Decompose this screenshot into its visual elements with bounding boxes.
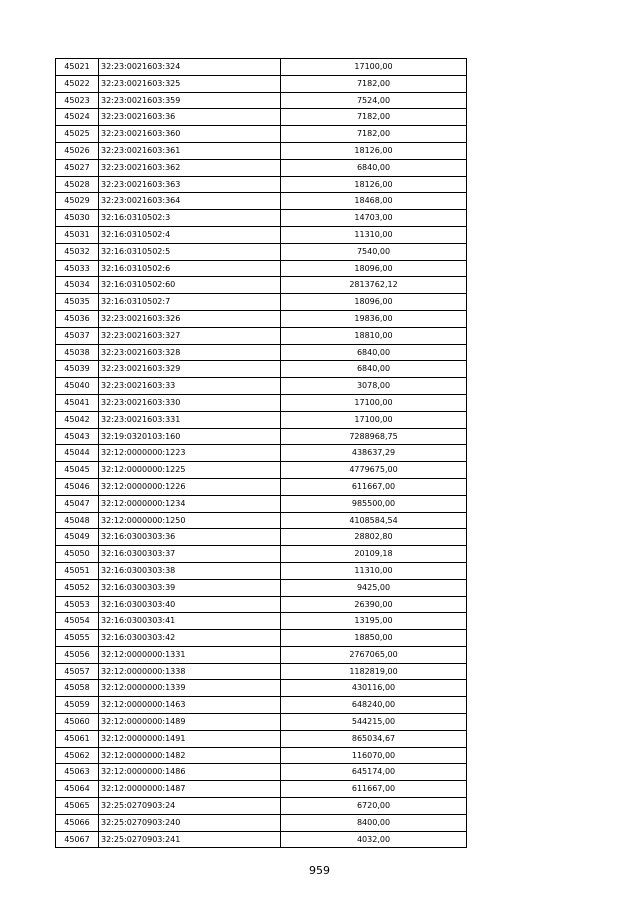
cadastral-value-cell: 18096,00 xyxy=(281,260,467,277)
row-number-cell: 45047 xyxy=(56,495,99,512)
table-row xyxy=(56,680,467,697)
table-row xyxy=(56,512,467,529)
cadastral-number-cell: 32:12:0000000:1226 xyxy=(99,478,281,495)
cadastral-value-cell: 7182,00 xyxy=(281,109,467,126)
table-row xyxy=(56,59,467,76)
table-row xyxy=(56,831,467,848)
cadastral-value-cell: 2813762,12 xyxy=(281,277,467,294)
table-row xyxy=(56,394,467,411)
row-number-cell: 45058 xyxy=(56,680,99,697)
cadastral-number-cell: 32:23:0021603:362 xyxy=(99,159,281,176)
table-body xyxy=(56,59,467,848)
row-number-cell: 45034 xyxy=(56,277,99,294)
cadastral-value-cell: 18126,00 xyxy=(281,142,467,159)
row-number-cell: 45065 xyxy=(56,798,99,815)
table-row xyxy=(56,781,467,798)
row-number-cell: 45043 xyxy=(56,428,99,445)
row-number-cell: 45023 xyxy=(56,92,99,109)
cadastral-number-cell: 32:23:0021603:327 xyxy=(99,327,281,344)
table-row xyxy=(56,529,467,546)
row-number-cell: 45027 xyxy=(56,159,99,176)
cadastral-number-cell: 32:12:0000000:1482 xyxy=(99,747,281,764)
cadastral-number-cell: 32:12:0000000:1250 xyxy=(99,512,281,529)
row-number-cell: 45064 xyxy=(56,781,99,798)
cadastral-number-cell: 32:23:0021603:326 xyxy=(99,310,281,327)
cadastral-number-cell: 32:23:0021603:33 xyxy=(99,378,281,395)
table-row xyxy=(56,126,467,143)
table-row xyxy=(56,714,467,731)
table-row xyxy=(56,176,467,193)
cadastral-number-cell: 32:12:0000000:1491 xyxy=(99,730,281,747)
cadastral-number-cell: 32:12:0000000:1486 xyxy=(99,764,281,781)
table-row xyxy=(56,361,467,378)
table-row xyxy=(56,411,467,428)
row-number-cell: 45028 xyxy=(56,176,99,193)
cadastral-value-cell: 19836,00 xyxy=(281,310,467,327)
table-row xyxy=(56,210,467,227)
table-row xyxy=(56,260,467,277)
cadastral-number-cell: 32:16:0310502:4 xyxy=(99,226,281,243)
row-number-cell: 45046 xyxy=(56,478,99,495)
cadastral-value-cell: 7288968,75 xyxy=(281,428,467,445)
cadastral-number-cell: 32:23:0021603:331 xyxy=(99,411,281,428)
cadastral-value-cell: 7182,00 xyxy=(281,75,467,92)
table-row xyxy=(56,764,467,781)
cadastral-number-cell: 32:16:0300303:42 xyxy=(99,630,281,647)
row-number-cell: 45059 xyxy=(56,697,99,714)
cadastral-number-cell: 32:12:0000000:1463 xyxy=(99,697,281,714)
cadastral-number-cell: 32:12:0000000:1489 xyxy=(99,714,281,731)
cadastral-value-cell: 2767065,00 xyxy=(281,646,467,663)
table-row xyxy=(56,747,467,764)
cadastral-value-cell: 116070,00 xyxy=(281,747,467,764)
row-number-cell: 45038 xyxy=(56,344,99,361)
row-number-cell: 45021 xyxy=(56,59,99,76)
cadastral-number-cell: 32:23:0021603:328 xyxy=(99,344,281,361)
table-row xyxy=(56,495,467,512)
cadastral-value-cell: 1182819,00 xyxy=(281,663,467,680)
cadastral-number-cell: 32:16:0300303:40 xyxy=(99,596,281,613)
cadastral-value-cell: 6840,00 xyxy=(281,159,467,176)
table-row xyxy=(56,344,467,361)
cadastral-value-cell: 648240,00 xyxy=(281,697,467,714)
table-row xyxy=(56,613,467,630)
row-number-cell: 45048 xyxy=(56,512,99,529)
cadastral-value-cell: 865034,67 xyxy=(281,730,467,747)
cadastral-value-cell: 17100,00 xyxy=(281,411,467,428)
cadastral-number-cell: 32:25:0270903:241 xyxy=(99,831,281,848)
row-number-cell: 45063 xyxy=(56,764,99,781)
row-number-cell: 45030 xyxy=(56,210,99,227)
row-number-cell: 45067 xyxy=(56,831,99,848)
cadastral-number-cell: 32:16:0310502:5 xyxy=(99,243,281,260)
row-number-cell: 45045 xyxy=(56,462,99,479)
table-row xyxy=(56,142,467,159)
cadastral-number-cell: 32:23:0021603:360 xyxy=(99,126,281,143)
cadastral-number-cell: 32:23:0021603:324 xyxy=(99,59,281,76)
cadastral-number-cell: 32:16:0310502:60 xyxy=(99,277,281,294)
cadastral-number-cell: 32:12:0000000:1223 xyxy=(99,445,281,462)
row-number-cell: 45040 xyxy=(56,378,99,395)
row-number-cell: 45039 xyxy=(56,361,99,378)
cadastral-value-cell: 7182,00 xyxy=(281,126,467,143)
row-number-cell: 45029 xyxy=(56,193,99,210)
cadastral-number-cell: 32:12:0000000:1225 xyxy=(99,462,281,479)
table-row xyxy=(56,428,467,445)
table-row xyxy=(56,226,467,243)
cadastral-number-cell: 32:16:0300303:38 xyxy=(99,562,281,579)
cadastral-value-cell: 26390,00 xyxy=(281,596,467,613)
table-row xyxy=(56,478,467,495)
cadastral-value-cell: 17100,00 xyxy=(281,59,467,76)
cadastral-value-cell: 3078,00 xyxy=(281,378,467,395)
row-number-cell: 45033 xyxy=(56,260,99,277)
table-row xyxy=(56,730,467,747)
table-row xyxy=(56,546,467,563)
table-row xyxy=(56,562,467,579)
cadastral-number-cell: 32:16:0310502:3 xyxy=(99,210,281,227)
cadastral-value-cell: 985500,00 xyxy=(281,495,467,512)
cadastral-value-cell: 611667,00 xyxy=(281,781,467,798)
cadastral-number-cell: 32:16:0300303:36 xyxy=(99,529,281,546)
table-row xyxy=(56,697,467,714)
cadastral-number-cell: 32:12:0000000:1339 xyxy=(99,680,281,697)
cadastral-value-cell: 430116,00 xyxy=(281,680,467,697)
cadastral-value-cell: 438637,29 xyxy=(281,445,467,462)
cadastral-value-cell: 18810,00 xyxy=(281,327,467,344)
cadastral-value-cell: 4032,00 xyxy=(281,831,467,848)
table-row xyxy=(56,798,467,815)
cadastral-number-cell: 32:16:0310502:7 xyxy=(99,294,281,311)
table-row xyxy=(56,630,467,647)
cadastral-value-cell: 18468,00 xyxy=(281,193,467,210)
cadastral-value-cell: 6840,00 xyxy=(281,344,467,361)
cadastral-number-cell: 32:16:0300303:37 xyxy=(99,546,281,563)
table-row xyxy=(56,462,467,479)
table-row xyxy=(56,159,467,176)
cadastral-value-cell: 18126,00 xyxy=(281,176,467,193)
table-row xyxy=(56,596,467,613)
table-row xyxy=(56,445,467,462)
row-number-cell: 45032 xyxy=(56,243,99,260)
cadastral-number-cell: 32:23:0021603:363 xyxy=(99,176,281,193)
cadastral-value-cell: 611667,00 xyxy=(281,478,467,495)
cadastral-number-cell: 32:23:0021603:361 xyxy=(99,142,281,159)
table-row xyxy=(56,814,467,831)
row-number-cell: 45057 xyxy=(56,663,99,680)
row-number-cell: 45060 xyxy=(56,714,99,731)
row-number-cell: 45042 xyxy=(56,411,99,428)
page-number: 959 xyxy=(309,864,330,877)
cadastral-value-cell: 6840,00 xyxy=(281,361,467,378)
cadastral-number-cell: 32:23:0021603:329 xyxy=(99,361,281,378)
row-number-cell: 45053 xyxy=(56,596,99,613)
row-number-cell: 45049 xyxy=(56,529,99,546)
row-number-cell: 45061 xyxy=(56,730,99,747)
cadastral-number-cell: 32:25:0270903:240 xyxy=(99,814,281,831)
cadastral-number-cell: 32:23:0021603:36 xyxy=(99,109,281,126)
table-row xyxy=(56,327,467,344)
table-row xyxy=(56,310,467,327)
table-row xyxy=(56,92,467,109)
cadastral-value-cell: 18850,00 xyxy=(281,630,467,647)
row-number-cell: 45036 xyxy=(56,310,99,327)
table-row xyxy=(56,646,467,663)
cadastral-value-cell: 8400,00 xyxy=(281,814,467,831)
table-row xyxy=(56,193,467,210)
cadastral-number-cell: 32:23:0021603:325 xyxy=(99,75,281,92)
row-number-cell: 45054 xyxy=(56,613,99,630)
cadastral-value-table xyxy=(55,58,467,848)
cadastral-number-cell: 32:23:0021603:359 xyxy=(99,92,281,109)
cadastral-number-cell: 32:12:0000000:1338 xyxy=(99,663,281,680)
cadastral-number-cell: 32:12:0000000:1331 xyxy=(99,646,281,663)
row-number-cell: 45026 xyxy=(56,142,99,159)
row-number-cell: 45037 xyxy=(56,327,99,344)
table-row xyxy=(56,243,467,260)
row-number-cell: 45035 xyxy=(56,294,99,311)
cadastral-value-cell: 11310,00 xyxy=(281,562,467,579)
row-number-cell: 45024 xyxy=(56,109,99,126)
table-row xyxy=(56,294,467,311)
table-row xyxy=(56,75,467,92)
cadastral-number-cell: 32:12:0000000:1234 xyxy=(99,495,281,512)
cadastral-value-cell: 28802,80 xyxy=(281,529,467,546)
table-row xyxy=(56,109,467,126)
table-row xyxy=(56,277,467,294)
cadastral-value-cell: 20109,18 xyxy=(281,546,467,563)
table-row xyxy=(56,378,467,395)
row-number-cell: 45055 xyxy=(56,630,99,647)
cadastral-value-cell: 7540,00 xyxy=(281,243,467,260)
cadastral-value-cell: 9425,00 xyxy=(281,579,467,596)
row-number-cell: 45056 xyxy=(56,646,99,663)
cadastral-value-cell: 544215,00 xyxy=(281,714,467,731)
table-row xyxy=(56,579,467,596)
cadastral-value-cell: 6720,00 xyxy=(281,798,467,815)
cadastral-value-cell: 17100,00 xyxy=(281,394,467,411)
row-number-cell: 45044 xyxy=(56,445,99,462)
cadastral-value-cell: 11310,00 xyxy=(281,226,467,243)
table-row xyxy=(56,663,467,680)
row-number-cell: 45025 xyxy=(56,126,99,143)
cadastral-number-cell: 32:12:0000000:1487 xyxy=(99,781,281,798)
cadastral-value-cell: 4779675,00 xyxy=(281,462,467,479)
cadastral-number-cell: 32:16:0300303:39 xyxy=(99,579,281,596)
row-number-cell: 45031 xyxy=(56,226,99,243)
cadastral-number-cell: 32:25:0270903:24 xyxy=(99,798,281,815)
cadastral-number-cell: 32:19:0320103:160 xyxy=(99,428,281,445)
cadastral-value-cell: 13195,00 xyxy=(281,613,467,630)
row-number-cell: 45066 xyxy=(56,814,99,831)
cadastral-number-cell: 32:16:0300303:41 xyxy=(99,613,281,630)
cadastral-number-cell: 32:23:0021603:364 xyxy=(99,193,281,210)
row-number-cell: 45050 xyxy=(56,546,99,563)
cadastral-value-cell: 14703,00 xyxy=(281,210,467,227)
cadastral-number-cell: 32:23:0021603:330 xyxy=(99,394,281,411)
row-number-cell: 45062 xyxy=(56,747,99,764)
row-number-cell: 45051 xyxy=(56,562,99,579)
row-number-cell: 45041 xyxy=(56,394,99,411)
cadastral-value-cell: 18096,00 xyxy=(281,294,467,311)
cadastral-value-cell: 645174,00 xyxy=(281,764,467,781)
row-number-cell: 45052 xyxy=(56,579,99,596)
cadastral-number-cell: 32:16:0310502:6 xyxy=(99,260,281,277)
cadastral-value-cell: 7524,00 xyxy=(281,92,467,109)
row-number-cell: 45022 xyxy=(56,75,99,92)
cadastral-value-cell: 4108584,54 xyxy=(281,512,467,529)
